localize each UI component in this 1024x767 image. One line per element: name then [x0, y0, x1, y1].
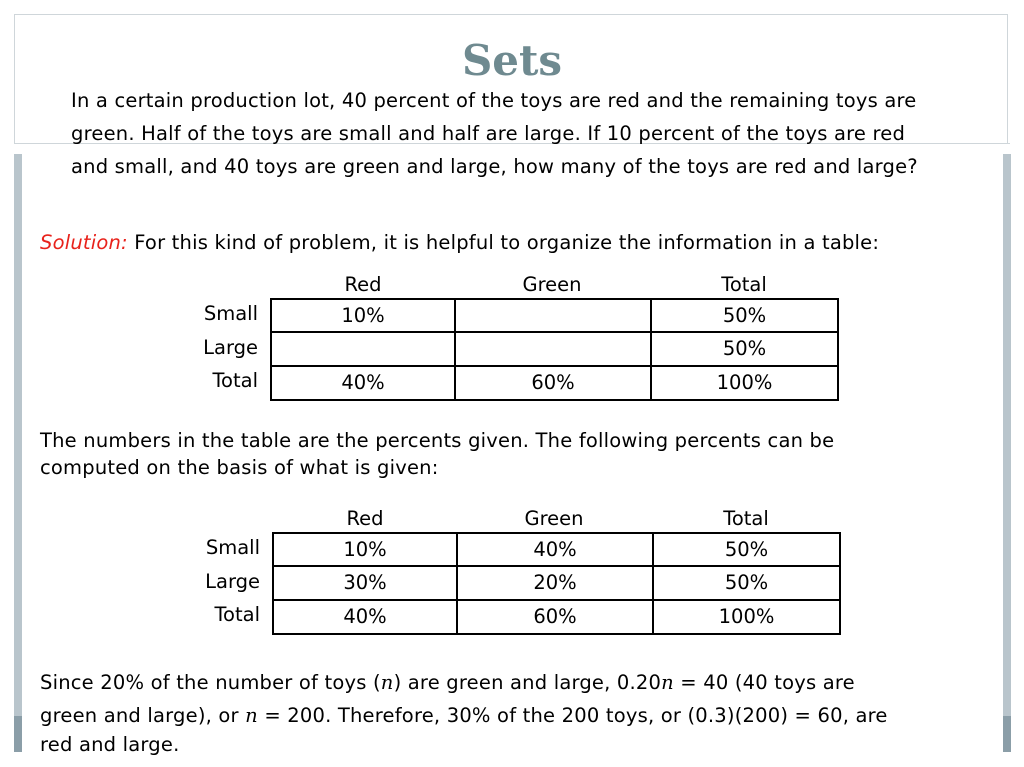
table-cell [456, 333, 652, 367]
table-cell: 50% [652, 300, 839, 333]
table-cell: 60% [456, 367, 652, 401]
problem-text [71, 84, 918, 183]
problem-line: and small, and 40 toys are green and large, how many of the toys are red and large? [71, 155, 918, 178]
row-header-total: Total [212, 369, 258, 392]
table-cell: 10% [274, 534, 458, 567]
middle-line: The numbers in the table are the percents given. The following percents can be [40, 429, 835, 452]
conclusion-fragment: = 40 (40 toys are [673, 671, 855, 694]
solution-intro [40, 226, 879, 259]
table-cell: 40% [458, 534, 654, 567]
row-header-small: Small [203, 302, 258, 325]
table-cell: 20% [458, 567, 654, 601]
row-header-large: Large [203, 336, 258, 359]
table-cell: 60% [458, 601, 654, 635]
variable-n: n [245, 704, 258, 727]
conclusion-fragment: ) are green and large, 0.20 [393, 671, 662, 694]
column-header-red: Red [344, 273, 382, 296]
row-header-total: Total [214, 603, 260, 626]
conclusion-line [40, 666, 888, 699]
table-cell [456, 300, 652, 333]
table-cell: 30% [274, 567, 458, 601]
variable-n: n [380, 671, 394, 694]
variable-n: n [661, 671, 674, 694]
table-cell: 100% [652, 367, 839, 401]
column-header-total: Total [723, 507, 769, 530]
middle-line: computed on the basis of what is given: [40, 456, 439, 479]
problem-line: In a certain production lot, 40 percent of the toys are red and the remaining toys are [71, 89, 917, 112]
table-grid [272, 532, 841, 635]
column-header-red: Red [346, 507, 384, 530]
column-header-green: Green [522, 273, 582, 296]
slide-title: Sets [461, 36, 563, 85]
conclusion-line: red and large. [40, 733, 180, 756]
row-header-small: Small [205, 536, 260, 559]
solution-label: Solution: [40, 231, 128, 254]
column-header-green: Green [524, 507, 584, 530]
left-accent-bar [14, 154, 22, 752]
conclusion-text [40, 666, 888, 761]
table-cell: 40% [272, 367, 456, 401]
table-cell: 50% [654, 534, 841, 567]
solution-text: For this kind of problem, it is helpful to organize the information in a table: [127, 231, 880, 254]
table-cell: 50% [652, 333, 839, 367]
problem-line: green. Half of the toys are small and half are large. If 10 percent of the toys are red [71, 122, 906, 145]
row-header-large: Large [205, 570, 260, 593]
table-cell: 40% [274, 601, 458, 635]
conclusion-fragment: = 200. Therefore, 30% of the 200 toys, or (0.3)(200) = 60, are [257, 704, 888, 727]
table-cell [272, 333, 456, 367]
middle-text [40, 427, 834, 481]
right-accent-cap [1003, 716, 1011, 752]
table-cell: 100% [654, 601, 841, 635]
right-accent-bar [1003, 154, 1011, 752]
conclusion-fragment: green and large), or [40, 704, 246, 727]
table-grid [270, 298, 839, 401]
column-header-total: Total [721, 273, 767, 296]
conclusion-fragment: Since 20% of the number of toys ( [40, 671, 381, 694]
table-cell: 50% [654, 567, 841, 601]
table-cell: 10% [272, 300, 456, 333]
left-accent-cap [14, 716, 22, 752]
